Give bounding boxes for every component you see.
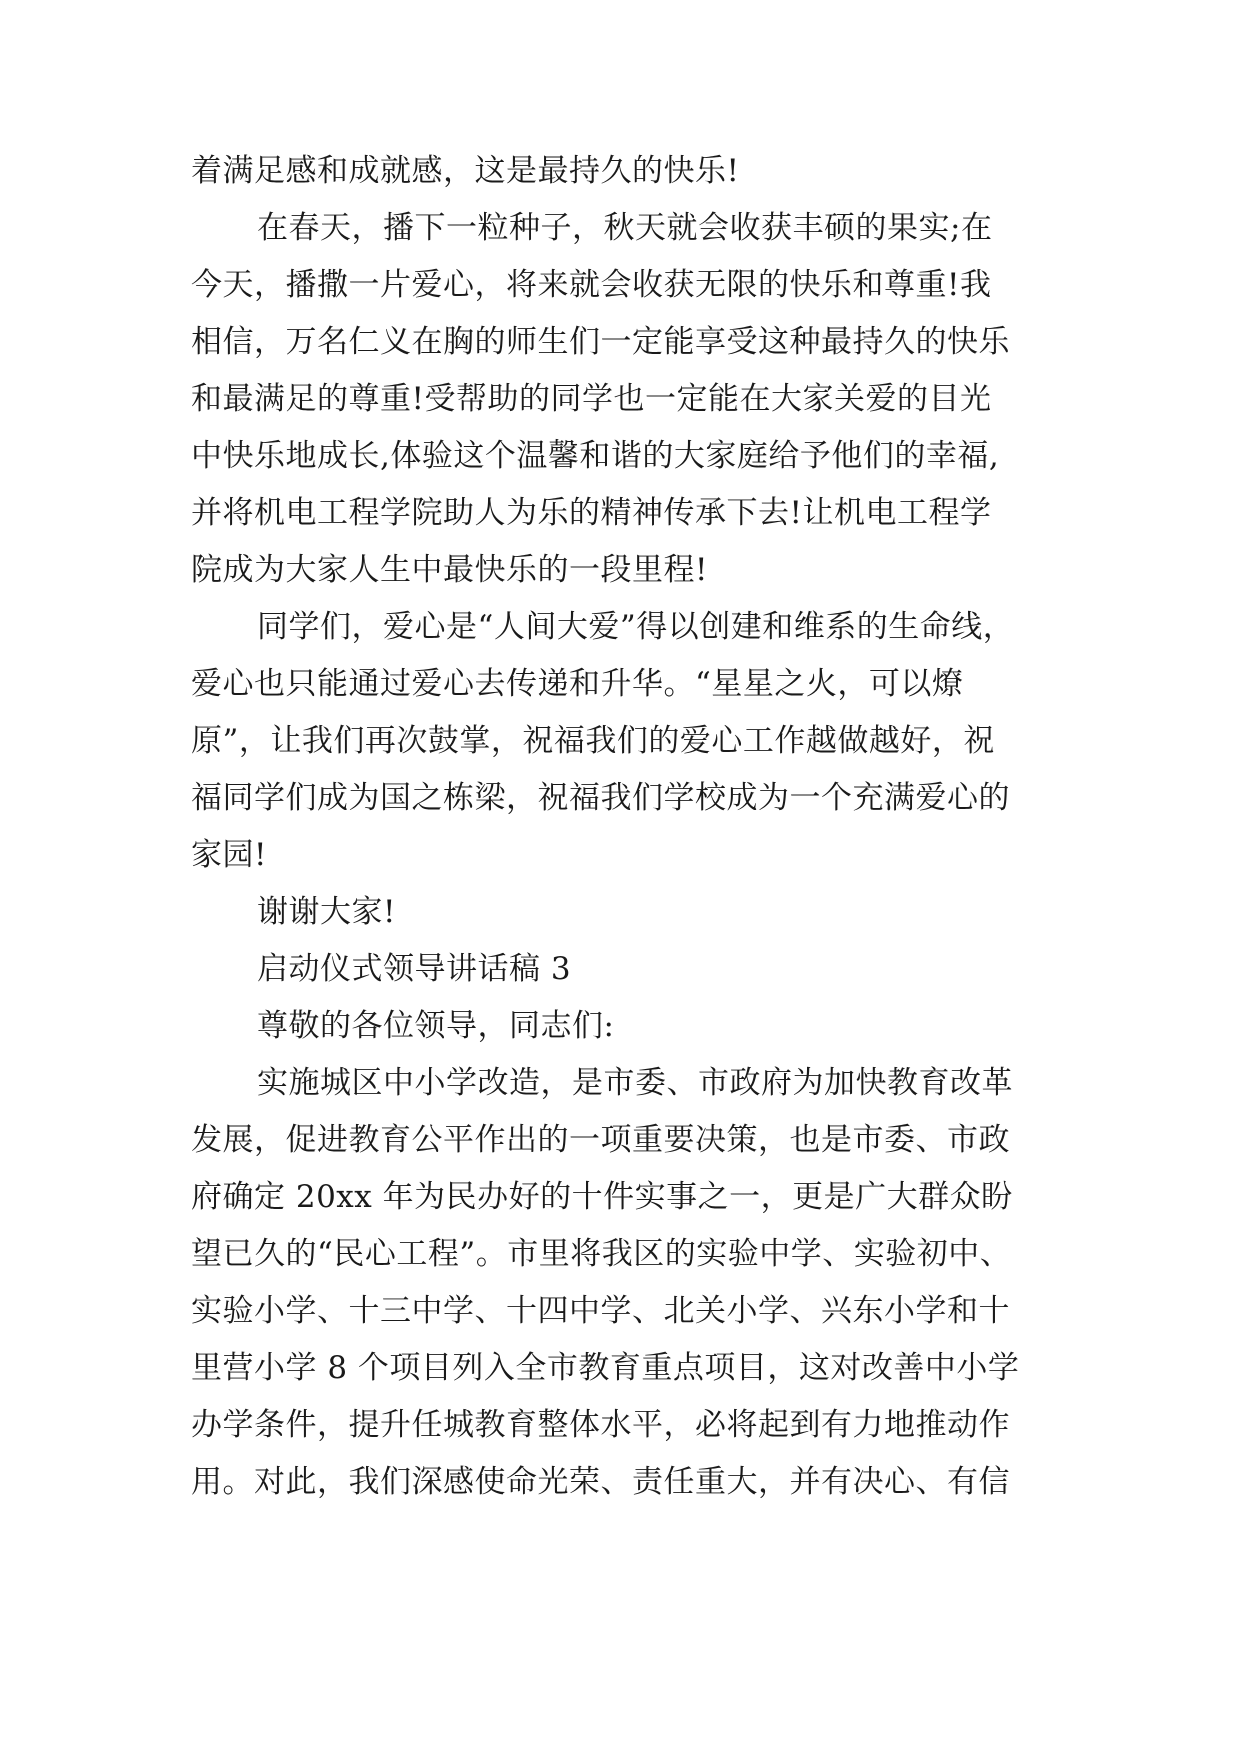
text-line: 并将机电工程学院助人为乐的精神传承下去!让机电工程学 xyxy=(191,495,992,531)
section-heading: 启动仪式领导讲话稿 3 xyxy=(257,951,572,987)
text-line: 中快乐地成长,体验这个温馨和谐的大家庭给予他们的幸福, xyxy=(191,438,1000,474)
text-line: 办学条件，提升任城教育整体水平，必将起到有力地推动作 xyxy=(191,1407,1010,1443)
text-line: 爱心也只能通过爱心去传递和升华。“星星之火，可以燎 xyxy=(191,666,964,702)
text-line: 着满足感和成就感，这是最持久的快乐! xyxy=(191,153,740,189)
text-line: 府确定 20xx 年为民办好的十件实事之一，更是广大群众盼 xyxy=(191,1179,1013,1215)
text-line: 院成为大家人生中最快乐的一段里程! xyxy=(191,552,708,588)
text-line: 实验小学、十三中学、十四中学、北关小学、兴东小学和十 xyxy=(191,1293,1010,1329)
paragraph-start-line: 在春天，播下一粒种子，秋天就会收获丰硕的果实;在 xyxy=(257,210,993,246)
thanks-line: 谢谢大家! xyxy=(257,894,396,930)
salutation-line: 尊敬的各位领导，同志们: xyxy=(257,1008,615,1044)
text-line: 相信，万名仁义在胸的师生们一定能享受这种最持久的快乐 xyxy=(191,324,1010,360)
text-line: 原”，让我们再次鼓掌，祝福我们的爱心工作越做越好，祝 xyxy=(191,723,995,759)
text-line: 福同学们成为国之栋梁，祝福我们学校成为一个充满爱心的 xyxy=(191,780,1010,816)
text-line: 望已久的“民心工程”。市里将我区的实验中学、实验初中、 xyxy=(191,1236,1012,1272)
paragraph-start-line: 实施城区中小学改造，是市委、市政府为加快教育改革 xyxy=(257,1065,1013,1101)
text-line: 发展，促进教育公平作出的一项重要决策，也是市委、市政 xyxy=(191,1122,1010,1158)
text-line: 用。对此，我们深感使命光荣、责任重大，并有决心、有信 xyxy=(191,1464,1010,1500)
text-line: 今天，播撒一片爱心，将来就会收获无限的快乐和尊重!我 xyxy=(191,267,992,303)
text-line: 和最满足的尊重!受帮助的同学也一定能在大家关爱的目光 xyxy=(191,381,992,417)
paragraph-start-line: 同学们，爱心是“人间大爱”得以创建和维系的生命线， xyxy=(257,609,1015,645)
text-line: 里营小学 8 个项目列入全市教育重点项目，这对改善中小学 xyxy=(191,1350,1020,1386)
text-line: 家园! xyxy=(191,837,267,873)
